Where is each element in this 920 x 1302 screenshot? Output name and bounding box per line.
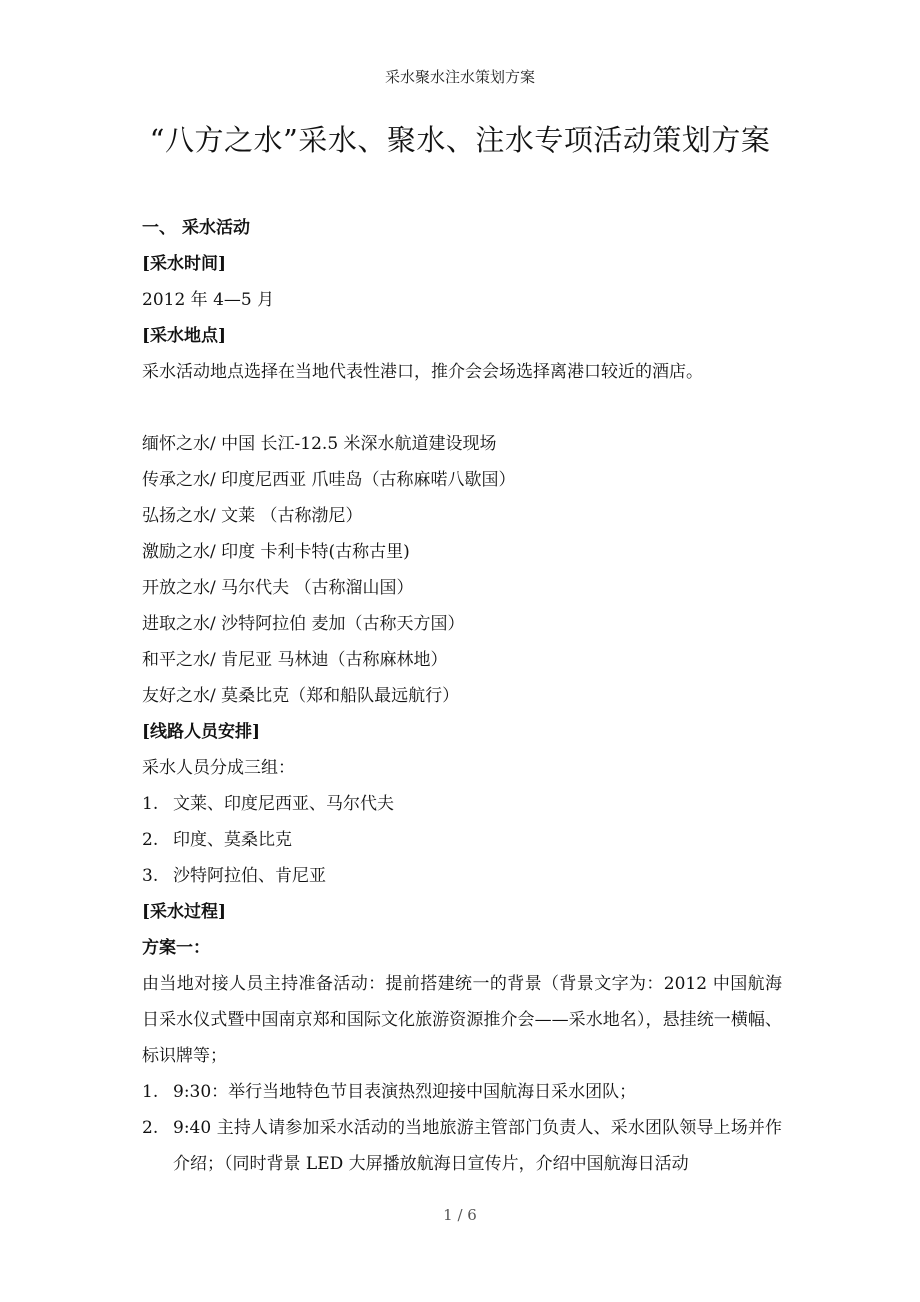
step-number: 1. [142, 1082, 159, 1102]
water-item: 激励之水/ 印度 卡利卡特(古称古里) [142, 542, 410, 562]
water-item: 和平之水/ 肯尼亚 马林迪（古称麻林地） [142, 650, 448, 670]
step-item [142, 1074, 782, 1110]
water-item: 弘扬之水/ 文莱 （古称渤尼） [142, 506, 363, 526]
time-value: 2012 年 4—5 月 [142, 290, 275, 310]
plan-title: 方案一： [142, 938, 210, 958]
step-item [142, 1110, 782, 1182]
plan-intro: 由当地对接人员主持准备活动：提前搭建统一的背景（背景文字为：2012 中国航海日采水仪式暨中国南京郑和国际文化旅游资源推介会——采水地名），悬挂统一横幅、标识牌等； [142, 974, 782, 1066]
water-item: 友好之水/ 莫桑比克（郑和船队最远航行） [142, 686, 460, 706]
time-label: [采水时间] [142, 254, 227, 274]
group-text: 沙特阿拉伯、肯尼亚 [173, 866, 326, 886]
group-text: 文莱、印度尼西亚、马尔代夫 [173, 794, 394, 814]
group-text: 印度、莫桑比克 [173, 830, 292, 850]
step-number: 2. [142, 1118, 159, 1138]
location-label: [采水地点] [142, 326, 227, 346]
process-label: [采水过程] [142, 902, 227, 922]
group-item [142, 786, 782, 822]
location-value: 采水活动地点选择在当地代表性港口，推介会会场选择离港口较近的酒店。 [142, 362, 703, 382]
document-title: “八方之水”采水、聚水、注水专项活动策划方案 [149, 123, 771, 157]
water-item: 开放之水/ 马尔代夫 （古称溜山国） [142, 578, 414, 598]
page-header: 采水聚水注水策划方案 [384, 68, 535, 86]
group-number: 2. [142, 830, 159, 850]
spacer [142, 390, 782, 426]
section-heading [142, 210, 782, 246]
water-list [142, 426, 782, 714]
group-number: 3. [142, 866, 159, 886]
water-item: 传承之水/ 印度尼西亚 爪哇岛（古称麻喏八歇国） [142, 470, 516, 490]
document-body [142, 210, 782, 1182]
section-title: 采水活动 [182, 218, 250, 238]
step-text: 9:40 主持人请参加采水活动的当地旅游主管部门负责人、采水团队领导上场并作介绍；（同时背景 LED 大屏播放航海日宣传片，介绍中国航海日活动 [173, 1118, 782, 1174]
water-item: 缅怀之水/ 中国 长江-12.5 米深水航道建设现场 [142, 434, 497, 454]
route-intro: 采水人员分成三组： [142, 758, 295, 778]
group-item [142, 858, 782, 894]
group-number: 1. [142, 794, 159, 814]
water-item: 进取之水/ 沙特阿拉伯 麦加（古称天方国） [142, 614, 465, 634]
route-label: [线路人员安排] [142, 722, 261, 742]
section-number: 一、 [142, 218, 176, 238]
step-text: 9:30：举行当地特色节目表演热烈迎接中国航海日采水团队； [173, 1082, 637, 1102]
group-item [142, 822, 782, 858]
page-number: 1 / 6 [443, 1206, 477, 1224]
